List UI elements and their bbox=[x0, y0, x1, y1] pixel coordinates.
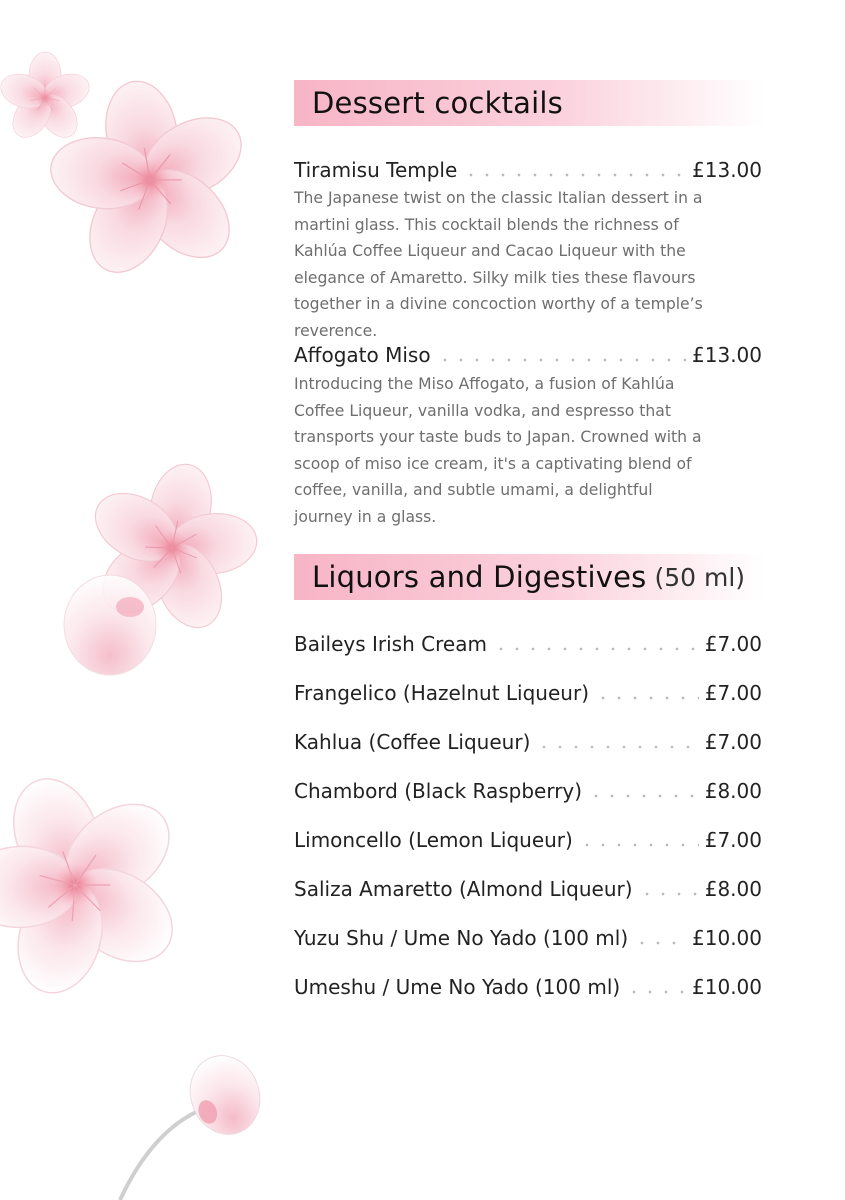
dot-leader bbox=[536, 745, 698, 749]
item-price: £8.00 bbox=[704, 877, 762, 901]
dessert-section-header bbox=[294, 80, 764, 126]
item-name: Chambord (Black Raspberry) bbox=[294, 779, 583, 803]
menu-item-saliza-amaretto bbox=[294, 871, 762, 901]
item-description: The Japanese twist on the classic Italian dessert in a martini glass. This cocktail blends the richness of Kahlúa Coffee Liqueur and Cacao Liqueur with the elegance of Amaretto. Silky milk ties these flavours together in a divine concoction worthy of a temple’s reverence. bbox=[294, 189, 703, 340]
item-price: £7.00 bbox=[704, 681, 762, 705]
liquors-section-unit: (50 ml) bbox=[654, 562, 746, 592]
item-name: Kahlua (Coffee Liqueur) bbox=[294, 730, 531, 754]
liquors-section-title: Liquors and Digestives bbox=[312, 560, 647, 594]
item-name: Frangelico (Hazelnut Liqueur) bbox=[294, 681, 589, 705]
item-name: Yuzu Shu / Ume No Yado (100 ml) bbox=[294, 926, 629, 950]
item-price: £7.00 bbox=[704, 632, 762, 656]
dot-leader bbox=[626, 990, 686, 994]
item-name: Limoncello (Lemon Liqueur) bbox=[294, 828, 573, 852]
item-price: £13.00 bbox=[692, 343, 762, 367]
menu-item-baileys bbox=[294, 626, 762, 656]
dot-leader bbox=[437, 358, 686, 362]
item-name: Baileys Irish Cream bbox=[294, 632, 487, 656]
item-price: £7.00 bbox=[704, 828, 762, 852]
item-price: £13.00 bbox=[692, 158, 762, 182]
item-name: Umeshu / Ume No Yado (100 ml) bbox=[294, 975, 621, 999]
item-price: £10.00 bbox=[692, 926, 762, 950]
menu-item-yuzu-shu bbox=[294, 920, 762, 950]
dot-leader bbox=[493, 647, 699, 651]
item-name: Tiramisu Temple bbox=[294, 158, 458, 182]
menu-item-kahlua bbox=[294, 724, 762, 754]
item-description: Introducing the Miso Affogato, a fusion of Kahlúa Coffee Liqueur, vanilla vodka, and espresso that transports your taste buds to Japan. Crowned with a scoop of miso ice cream, it's a captivating blend of coffee, vanilla, and subtle umami, a delightful journey in a glass. bbox=[294, 375, 702, 526]
item-price: £7.00 bbox=[704, 730, 762, 754]
menu-item-umeshu bbox=[294, 969, 762, 999]
menu-item-affogato-miso bbox=[294, 337, 762, 367]
dot-leader bbox=[634, 941, 686, 945]
dot-leader bbox=[579, 843, 699, 847]
dot-leader bbox=[639, 892, 699, 896]
dot-leader bbox=[595, 696, 699, 700]
item-price: £8.00 bbox=[704, 779, 762, 803]
menu-item-tiramisu-temple bbox=[294, 152, 762, 182]
item-name: Affogato Miso bbox=[294, 343, 431, 367]
dot-leader bbox=[588, 794, 699, 798]
dessert-section-title: Dessert cocktails bbox=[312, 86, 563, 120]
liquors-section-header bbox=[294, 554, 764, 600]
item-price: £10.00 bbox=[692, 975, 762, 999]
menu-item-frangelico bbox=[294, 675, 762, 705]
menu-item-limoncello bbox=[294, 822, 762, 852]
menu-item-chambord bbox=[294, 773, 762, 803]
item-name: Saliza Amaretto (Almond Liqueur) bbox=[294, 877, 633, 901]
dot-leader bbox=[463, 173, 686, 177]
